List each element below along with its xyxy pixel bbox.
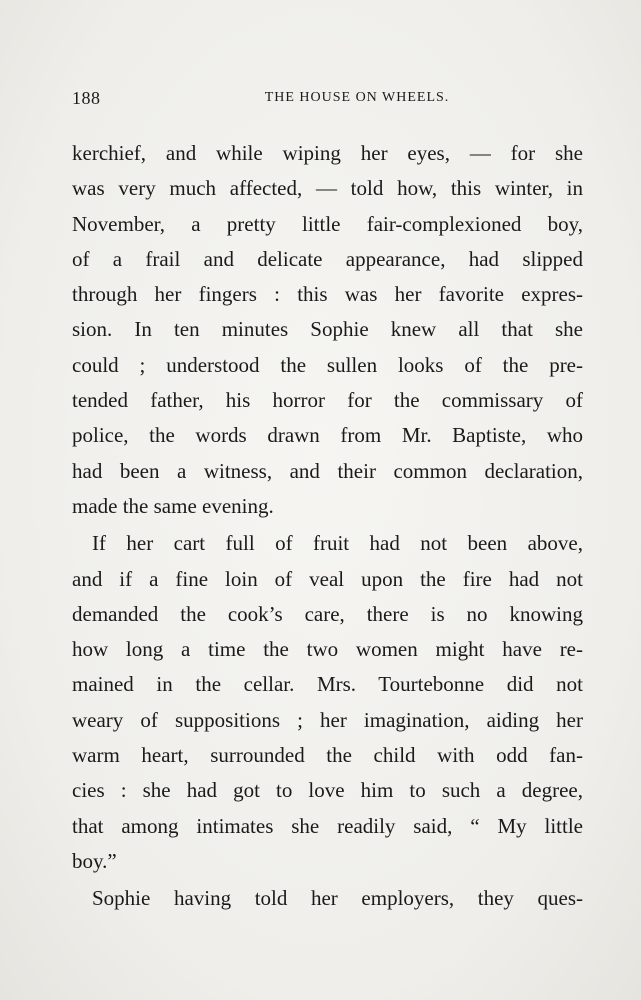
running-head: THE HOUSE ON WHEELS.	[264, 90, 450, 105]
text-line: was very much affected, — told how, this winter, in	[72, 176, 583, 201]
text-line: police, the words drawn from Mr. Baptiste, who	[72, 423, 583, 448]
text-line: tended father, his horror for the commissary of	[72, 388, 583, 413]
text-line: could ; understood the sullen looks of the pre-	[72, 352, 583, 377]
text-line: mained in the cellar. Mrs. Tourtebonne did not	[72, 672, 583, 697]
body-text	[72, 136, 583, 917]
text-line: of a frail and delicate appearance, had slipped	[72, 246, 583, 271]
text-line: kerchief, and while wiping her eyes, — for she	[72, 141, 583, 165]
text-line: through her fingers : this was her favorite expres-	[72, 282, 583, 307]
text-line: Sophie having told her employers, they ques-	[92, 886, 583, 911]
page-number: 188	[72, 88, 101, 108]
text-line: that among intimates she readily said, “ My little	[72, 813, 583, 838]
text-line: sion. In ten minutes Sophie knew all that she	[72, 317, 583, 342]
text-line: weary of suppositions ; her imagination, aiding her	[72, 707, 583, 732]
text-line: how long a time the two women might have re-	[72, 637, 583, 662]
text-line: cies : she had got to love him to such a degree,	[72, 778, 583, 803]
text-line: demanded the cook’s care, there is no knowing	[72, 601, 583, 626]
text-line: If her cart full of fruit had not been above,	[92, 531, 583, 556]
text-line: November, a pretty little fair-complexioned boy,	[72, 211, 583, 236]
text-line: had been a witness, and their common declaration,	[72, 458, 583, 483]
text-line: boy.”	[72, 848, 117, 873]
page-header	[72, 88, 582, 112]
text-line: made the same evening.	[72, 493, 274, 518]
text-line: and if a fine loin of veal upon the fire had not	[72, 566, 583, 591]
text-line: warm heart, surrounded the child with odd fan-	[72, 743, 583, 768]
